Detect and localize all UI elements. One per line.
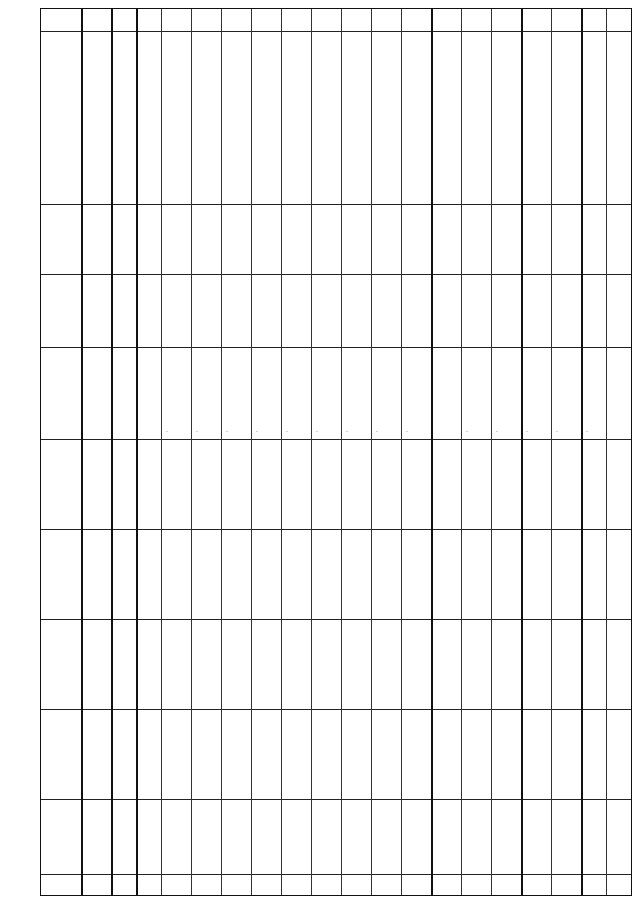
grid-vline [431,9,433,895]
grid-hline [41,709,631,710]
grid-hline [41,619,631,620]
grid-vline [606,9,607,895]
grid-hline [41,347,631,348]
grid-vline [81,9,83,895]
grid-vline [111,9,113,895]
grid-vline [581,9,583,895]
grid-vline [161,9,162,895]
grid-vline [311,9,312,895]
grid-vline [251,9,252,895]
cell-dash: - [256,429,258,435]
grid-hline [41,529,631,530]
grid-vline [401,9,402,895]
grid-vline [461,9,462,895]
cell-dash: - [556,429,558,435]
grid-hline [41,204,631,205]
cell-dash: - [406,429,408,435]
cell-dash: - [346,429,348,435]
cell-dash: - [196,429,198,435]
grid-hline [41,799,631,800]
cell-dash: - [376,429,378,435]
grid-hline [41,274,631,275]
cell-dash: - [226,429,228,435]
grid-vline [136,9,138,895]
grid-vline [521,9,523,895]
grid-vline [191,9,192,895]
grid-vline [221,9,222,895]
grid-hline [41,31,631,32]
cell-dash: - [526,429,528,435]
cell-dash: - [466,429,468,435]
cell-dash: - [496,429,498,435]
cell-dash: - [316,429,318,435]
grid-vline [281,9,282,895]
grid-hline [41,874,631,875]
rotated-table-sheet [40,8,632,896]
cell-dash: - [166,429,168,435]
cell-dash: - [586,429,588,435]
grid-vline [551,9,552,895]
grid-vline [491,9,492,895]
grid-vline [371,9,372,895]
grid-vline [341,9,342,895]
grid-hline [41,439,631,440]
cell-dash: - [286,429,288,435]
